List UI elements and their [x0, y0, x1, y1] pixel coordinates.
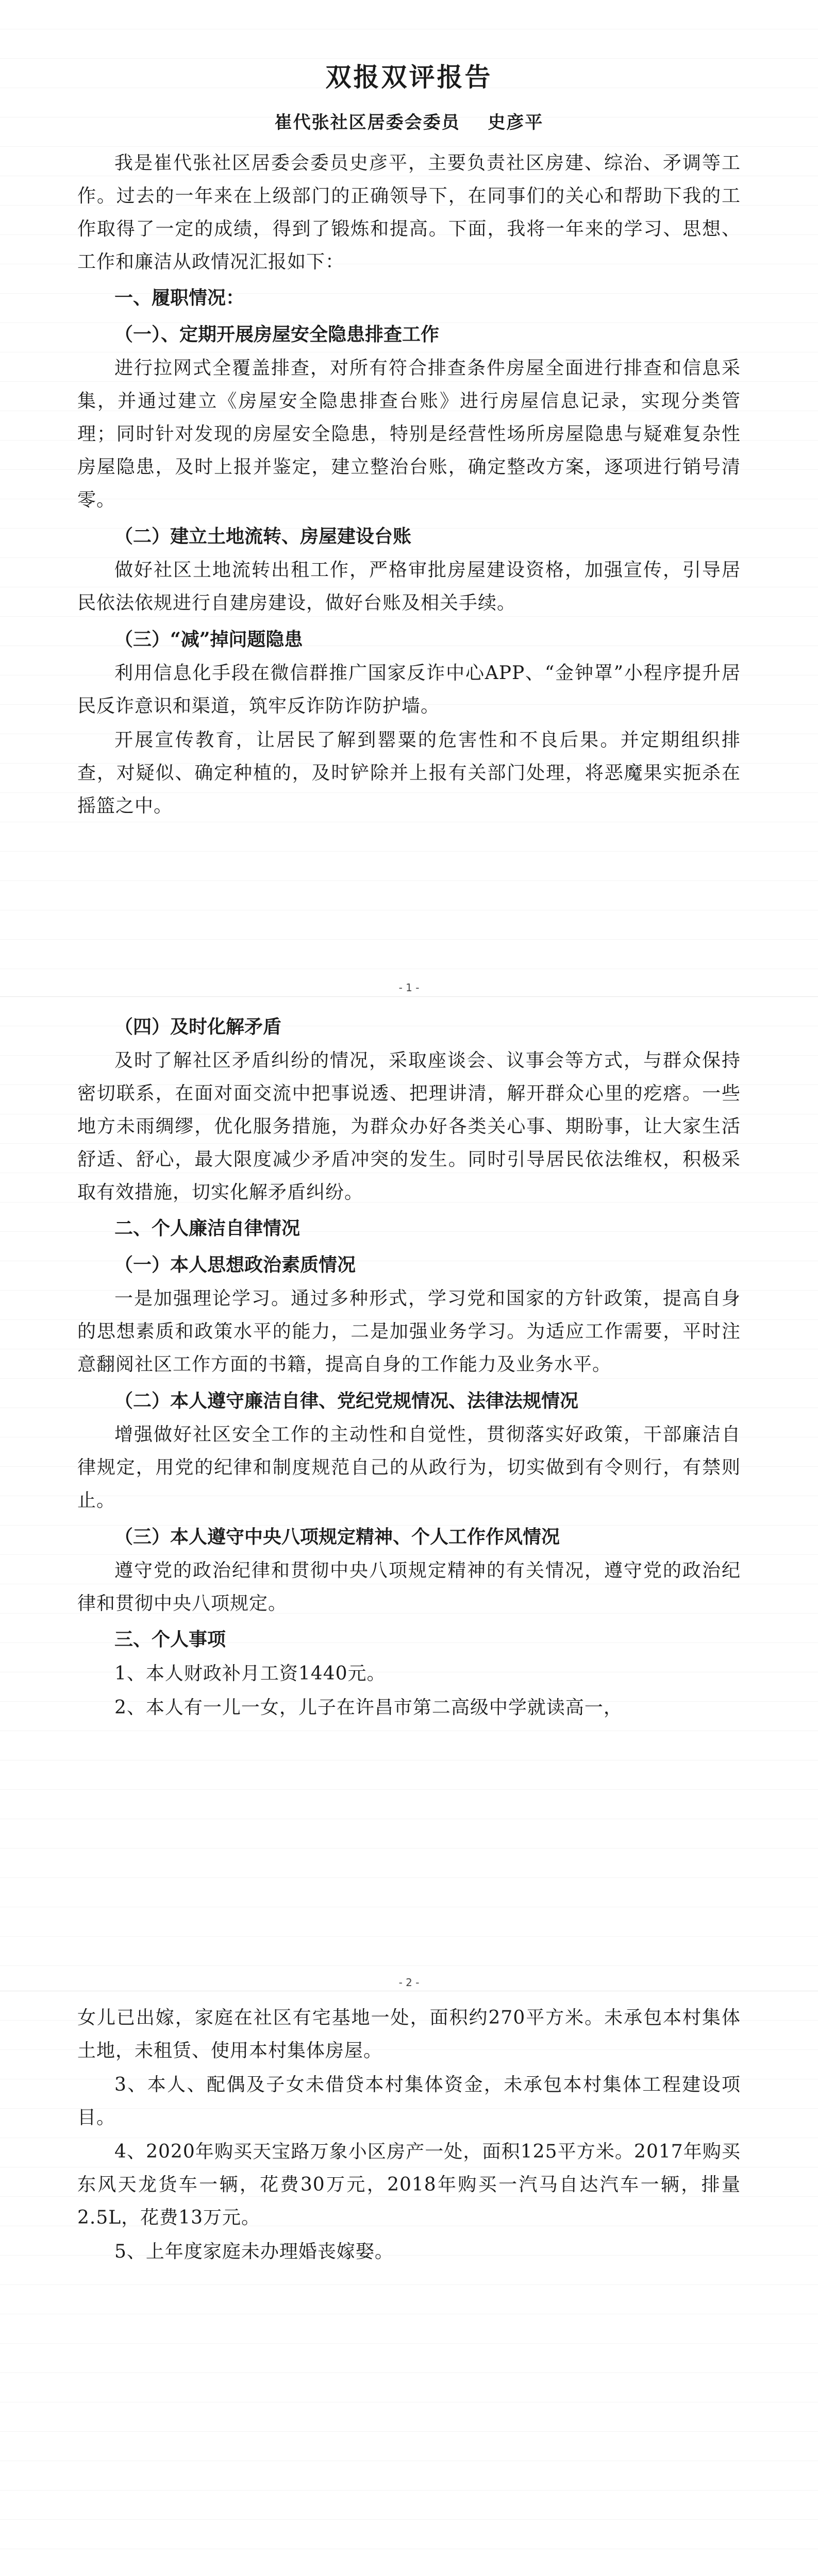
body-paragraph: 及时了解社区矛盾纠纷的情况，采取座谈会、议事会等方式，与群众保持密切联系，在面对面交流中把事说透、把理讲清，解开群众心里的疙瘩。一些地方未雨绸缪，优化服务措施，为群众办好各类关心事、期盼事，让大家生活舒适、舒心，最大限度减少矛盾冲突的发生。同时引导居民依法维权，积极采取有效措施，切实化解矛盾纠纷。: [77, 1050, 741, 1203]
section-1-heading: 一、履职情况：: [114, 287, 245, 309]
subsection-heading: （一）、定期开展房屋安全隐患排查工作: [114, 324, 440, 345]
section-2-heading: 二、个人廉洁自律情况: [114, 1218, 301, 1239]
subsection-heading: （三）“减”掉问题隐患: [114, 629, 303, 650]
body-paragraph: 开展宣传教育，让居民了解到罂粟的危害性和不良后果。并定期组织排查，对疑似、确定种植的，及时铲除并上报有关部门处理，将恶魔果实扼杀在摇篮之中。: [77, 730, 741, 817]
author-name: 史彦平: [488, 112, 544, 133]
list-item: 2、本人有一儿一女，儿子在许昌市第二高级中学就读高一，: [114, 1697, 623, 1718]
body-paragraph: 遵守党的政治纪律和贯彻中央八项规定精神的有关情况，遵守党的政治纪律和贯彻中央八项规定。: [77, 1560, 741, 1614]
subsection-heading: （二）本人遵守廉洁自律、党纪党规情况、法律法规情况: [114, 1390, 579, 1412]
intro-paragraph: 我是崔代张社区居委会委员史彦平，主要负责社区房建、综治、矛调等工作。过去的一年来在上级部门的正确领导下，在同事们的关心和帮助下我的工作取得了一定的成绩，得到了锻炼和提高。下面，我将一年来的学习、思想、工作和廉洁从政情况汇报如下：: [77, 152, 741, 273]
author-line: [77, 108, 741, 133]
body-paragraph: 做好社区土地流转出租工作，严格审批房屋建设资格，加强宣传，引导居民依法依规进行自建房建设，做好台账及相关手续。: [77, 560, 741, 614]
body-paragraph: 利用信息化手段在微信群推广国家反诈中心APP、“金钟罩”小程序提升居民反诈意识和渠道，筑牢反诈防诈防护墙。: [77, 663, 741, 717]
author-org: 崔代张社区居委会委员: [274, 112, 460, 133]
section-3-heading: 三、个人事项: [114, 1629, 226, 1650]
subsection-heading: （一）本人思想政治素质情况: [114, 1254, 356, 1276]
list-item: 5、上年度家庭未办理婚丧嫁娶。: [114, 2241, 394, 2262]
page-2: [0, 997, 818, 1991]
list-item-continued: 女儿已出嫁，家庭在社区有宅基地一处，面积约270平方米。未承包本村集体土地，未租赁、使用本村集体房屋。: [77, 2007, 741, 2061]
subsection-heading: （三）本人遵守中央八项规定精神、个人工作作风情况: [114, 1526, 560, 1548]
subsection-heading: （二）建立土地流转、房屋建设台账: [114, 526, 412, 547]
report-title: 双报双评报告: [325, 62, 493, 92]
body-paragraph: 进行拉网式全覆盖排查，对所有符合排查条件房屋全面进行排查和信息采集，并通过建立《房屋安全隐患排查台账》进行房屋信息记录，实现分类管理；同时针对发现的房屋安全隐患，特别是经营性场所房屋隐患与疑难复杂性房屋隐患，及时上报并鉴定，建立整治台账，确定整改方案，逐项进行销号清零。: [77, 358, 741, 511]
list-item: 4、2020年购买天宝路万象小区房产一处，面积125平方米。2017年购买东风天龙货车一辆，花费30万元，2018年购买一汽马自达汽车一辆，排量2.5L，花费13万元。: [77, 2141, 741, 2228]
page-number: - 2 -: [398, 1976, 420, 1989]
page-1: [0, 0, 818, 997]
list-item: 1、本人财政补月工资1440元。: [114, 1663, 386, 1684]
body-paragraph: 一是加强理论学习。通过多种形式，学习党和国家的方针政策，提高自身的思想素质和政策水平的能力，二是加强业务学习。为适应工作需要，平时注意翻阅社区工作方面的书籍，提高自身的工作能力及业务水平。: [77, 1288, 741, 1375]
list-item: 3、本人、配偶及子女未借贷本村集体资金，未承包本村集体工程建设项目。: [77, 2074, 741, 2128]
body-paragraph: 增强做好社区安全工作的主动性和自觉性，贯彻落实好政策，干部廉洁自律规定，用党的纪律和制度规范自己的从政行为，切实做到有令则行，有禁则止。: [77, 1424, 741, 1511]
page-3: [0, 1991, 818, 2576]
subsection-heading: （四）及时化解矛盾: [114, 1016, 282, 1038]
page-number: - 1 -: [398, 981, 420, 994]
